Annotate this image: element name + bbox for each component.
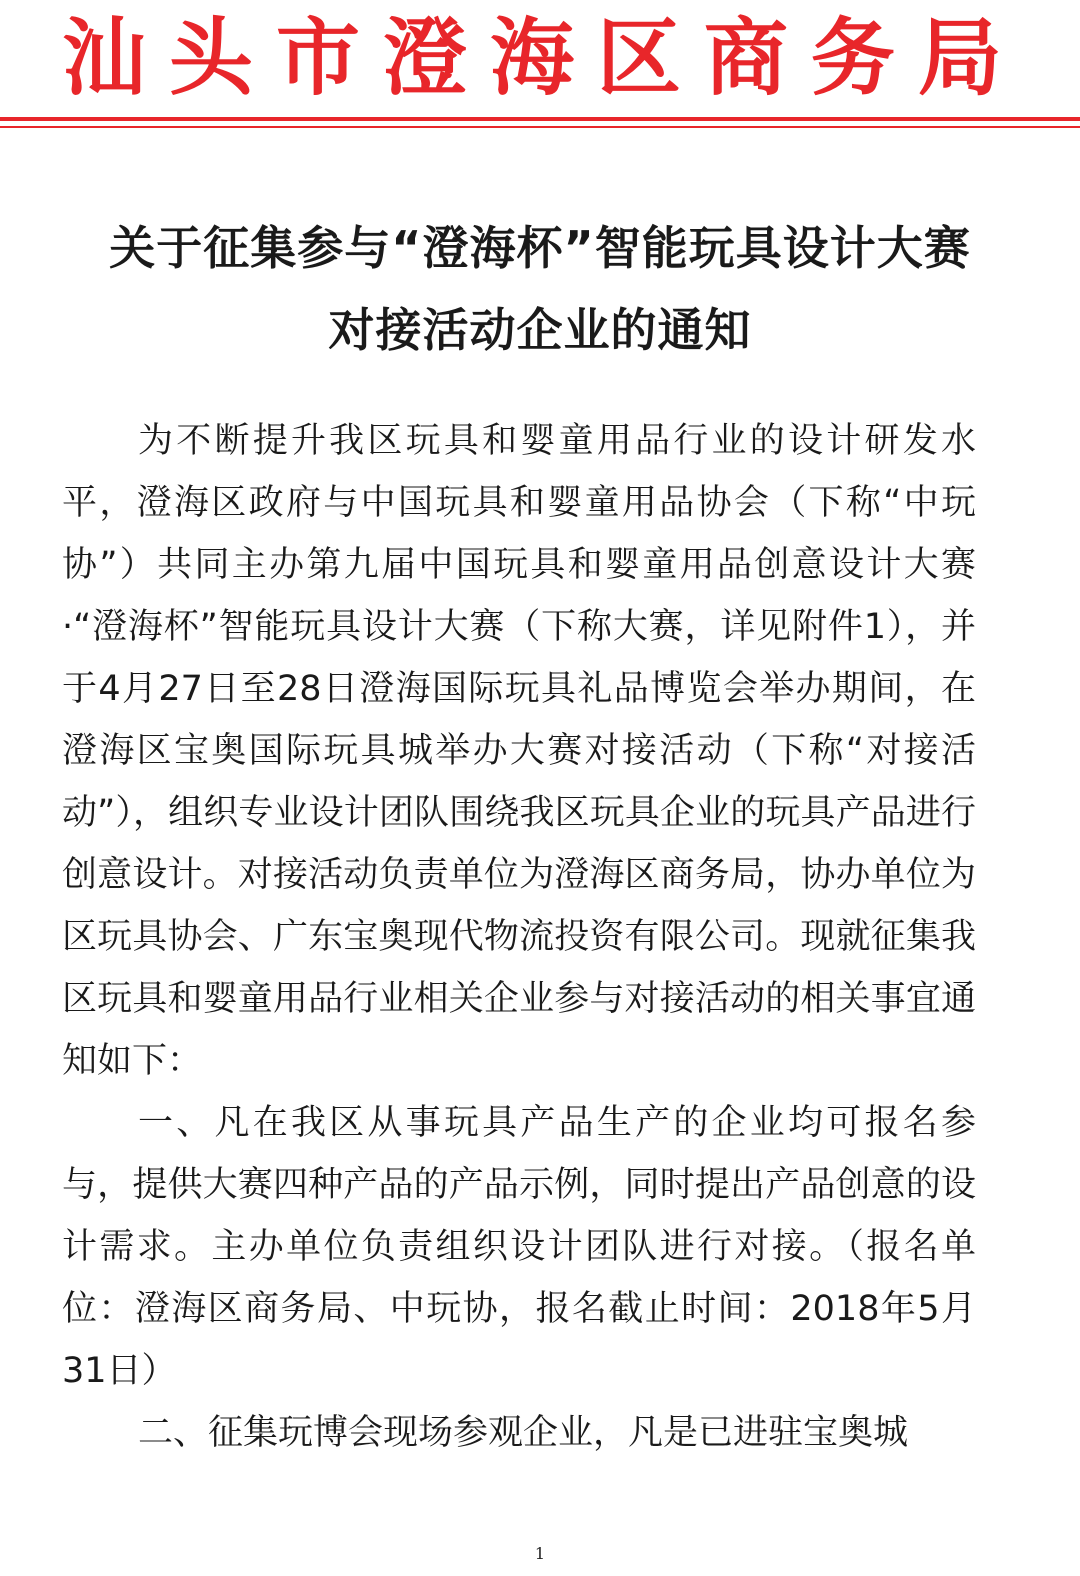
header-char: 市 [275,8,360,107]
document-title-line-1: 关于征集参与“澄海杯”智能玩具设计大赛 [109,221,971,275]
page-number: 1 [534,1544,546,1563]
header-char: 务 [810,8,895,107]
document-title-line-2: 对接活动企业的通知 [328,303,752,357]
issuing-authority-header [0,8,1080,108]
header-char: 汕 [62,8,147,107]
header-divider-thin [0,126,1080,128]
body-paragraph-item-2: 二、征集玩博会现场参观企业，凡是已进驻宝奥城 [138,1413,909,1453]
header-char: 区 [596,8,681,107]
header-divider-thick [0,117,1080,121]
body-paragraph-intro: 为不断提升我区玩具和婴童用品行业的设计研发水平，澄海区政府与中国玩具和婴童用品协会（下称“中玩协”）共同主办第九届中国玩具和婴童用品创意设计大赛·“澄海杯”智能玩具设计大赛（下称大赛，详见附件1），并于4月27日至28日澄海国际玩具礼品博览会举办期间，在澄海区宝奥国际玩具城举办大赛对接活动（下称“对接活动”），组织专业设计团队围绕我区玩具企业的玩具产品进行创意设计。对接活动负责单位为澄海区商务局，协办单位为区玩具协会、广东宝奥现代物流投资有限公司。现就征集我区玩具和婴童用品行业相关企业参与对接活动的相关事宜通知如下： [62,421,976,1081]
header-char: 澄 [382,8,467,107]
document-body [62,410,976,1464]
header-char: 海 [489,8,574,107]
body-paragraph-item-1: 一、凡在我区从事玩具产品生产的企业均可报名参与，提供大赛四种产品的产品示例，同时提出产品创意的设计需求。主办单位负责组织设计团队进行对接。（报名单位：澄海区商务局、中玩协，报名截止时间：2018年5月31日） [62,1103,976,1391]
header-char: 局 [917,8,1002,107]
header-char: 商 [703,8,788,107]
header-char: 头 [168,8,253,107]
